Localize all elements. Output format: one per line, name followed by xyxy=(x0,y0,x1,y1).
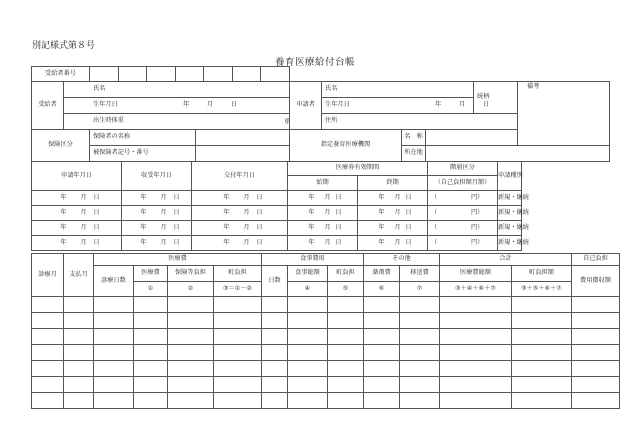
pay-month-cell[interactable] xyxy=(64,313,94,329)
med-cost-cell[interactable] xyxy=(134,361,168,377)
ledger-row xyxy=(32,329,620,345)
drug-cost-cell[interactable] xyxy=(364,361,400,377)
drug-cost-cell[interactable] xyxy=(364,345,400,361)
med-cost-cell[interactable] xyxy=(134,297,168,313)
relation-field[interactable]: 続柄 xyxy=(474,82,518,114)
new-renew-option[interactable]: 新規・継続 xyxy=(498,236,522,251)
tier-cell[interactable]: （ 円） xyxy=(428,191,498,206)
town-meal-cell[interactable] xyxy=(328,329,364,345)
tier-cell[interactable]: （ 円） xyxy=(428,206,498,221)
insurance-share-cell[interactable] xyxy=(168,345,214,361)
med-cost-cell[interactable] xyxy=(134,345,168,361)
pay-month-cell[interactable] xyxy=(64,393,94,409)
med-cost-cell[interactable] xyxy=(134,393,168,409)
ticket-row xyxy=(32,206,522,221)
meal-total-header: 食事総額 xyxy=(288,266,328,282)
town-burden-cell[interactable] xyxy=(512,329,572,345)
consult-month-cell[interactable] xyxy=(32,361,64,377)
cost-collected-cell[interactable] xyxy=(572,361,620,377)
med-cost-cell[interactable] xyxy=(134,329,168,345)
recipient-number-label: 受給者番号 xyxy=(32,67,90,82)
start-date-cell[interactable]: 年 月 日 xyxy=(288,206,358,221)
hospital-name-label: 名 称 xyxy=(402,130,426,146)
digit-box[interactable] xyxy=(90,67,119,81)
formula1-marker: ③＝①－② xyxy=(214,282,262,297)
town-burden-cell[interactable] xyxy=(512,377,572,393)
drug-cost-cell[interactable] xyxy=(364,297,400,313)
start-date-cell[interactable]: 年 月 日 xyxy=(288,221,358,236)
circle4-marker: ④ xyxy=(288,282,328,297)
ledger-row xyxy=(32,377,620,393)
hospital-location-label: 所在地 xyxy=(402,146,426,162)
tier-cell[interactable]: （ 円） xyxy=(428,221,498,236)
tier-cell[interactable]: （ 円） xyxy=(428,236,498,251)
new-renew-option[interactable]: 新規・継続 xyxy=(498,206,522,221)
meal-total-cell[interactable] xyxy=(288,377,328,393)
receive-date-cell[interactable]: 年 月 日 xyxy=(122,206,192,221)
apply-date-header: 申請年月日 xyxy=(32,162,122,191)
total-header: 合計 xyxy=(440,254,572,266)
start-date-cell[interactable]: 年 月 日 xyxy=(288,191,358,206)
consult-month-cell[interactable] xyxy=(32,393,64,409)
apply-date-cell[interactable]: 年 月 日 xyxy=(32,206,122,221)
meal-total-cell[interactable] xyxy=(288,297,328,313)
town-meal-cell[interactable] xyxy=(328,297,364,313)
ledger-row xyxy=(32,313,620,329)
pay-month-cell[interactable] xyxy=(64,297,94,313)
drug-cost-cell[interactable] xyxy=(364,377,400,393)
meal-total-cell[interactable] xyxy=(288,313,328,329)
issue-date-cell[interactable]: 年 月 日 xyxy=(192,191,288,206)
town-burden-cell[interactable] xyxy=(512,345,572,361)
ticket-row xyxy=(32,236,522,251)
receive-date-header: 収受年月日 xyxy=(122,162,192,191)
town-meal-share-header: 町負担 xyxy=(328,266,364,282)
insurance-share-cell[interactable] xyxy=(168,361,214,377)
receive-date-cell[interactable]: 年 月 日 xyxy=(122,221,192,236)
ticket-rows xyxy=(32,191,529,251)
validity-header: 医療券有効期間 xyxy=(288,162,428,176)
digit-box[interactable] xyxy=(176,67,205,81)
end-date-cell[interactable]: 年 月 日 xyxy=(358,221,428,236)
town-burden-cell[interactable] xyxy=(512,393,572,409)
tier-sub-header: （自己負担額月額） xyxy=(428,176,498,191)
other-header: その他 xyxy=(364,254,440,266)
consult-month-cell[interactable] xyxy=(32,313,64,329)
town-meal-cell[interactable] xyxy=(328,313,364,329)
meal-days-cell[interactable] xyxy=(262,329,288,345)
insurer-name-label: 保険者の名称 xyxy=(90,130,196,146)
insurance-share-cell[interactable] xyxy=(168,313,214,329)
insured-symbol-label: 被保険者記号・番号 xyxy=(90,146,196,162)
total-medical-cell[interactable] xyxy=(440,297,512,313)
end-date-cell[interactable]: 年 月 日 xyxy=(358,206,428,221)
digit-box[interactable] xyxy=(147,67,176,81)
circle2-marker: ② xyxy=(168,282,214,297)
ledger-row xyxy=(32,361,620,377)
insurance-share-cell[interactable] xyxy=(168,393,214,409)
meal-days-cell[interactable] xyxy=(262,393,288,409)
consult-month-cell[interactable] xyxy=(32,329,64,345)
cost-collected-cell[interactable] xyxy=(572,329,620,345)
apply-date-cell[interactable]: 年 月 日 xyxy=(32,221,122,236)
weight-unit: g xyxy=(284,117,289,125)
total-medical-cell[interactable] xyxy=(440,345,512,361)
medical-cost-header: 医療費 xyxy=(94,254,262,266)
town-meal-cell[interactable] xyxy=(328,377,364,393)
recipient-section-label: 受給者 xyxy=(32,82,64,130)
town-burden-header: 町負担額 xyxy=(512,266,572,282)
town-share-cell[interactable] xyxy=(214,297,262,313)
days-header: 診療日数 xyxy=(94,266,134,297)
insurance-share-cell[interactable] xyxy=(168,297,214,313)
applicant-birth-field[interactable]: 生年月日 年 月 日 xyxy=(322,98,474,114)
hospital-section-label: 指定養育医療機関 xyxy=(290,130,402,162)
hospital-name-field[interactable] xyxy=(426,130,518,146)
page-title: 養育医療給付台帳 xyxy=(274,57,355,68)
end-date-cell[interactable]: 年 月 日 xyxy=(358,236,428,251)
consult-month-cell[interactable] xyxy=(32,345,64,361)
address-field[interactable]: 住所 xyxy=(322,114,518,130)
total-medical-header: 医療費総額 xyxy=(440,266,512,282)
town-burden-cell[interactable] xyxy=(512,361,572,377)
tier-header: 階層区分 xyxy=(428,162,498,176)
total-medical-cell[interactable] xyxy=(440,393,512,409)
town-share-cell[interactable] xyxy=(214,361,262,377)
circle5-marker: ⑤ xyxy=(328,282,364,297)
start-header: 始期 xyxy=(288,176,358,191)
town-share-cell[interactable] xyxy=(214,393,262,409)
town-share-cell[interactable] xyxy=(214,377,262,393)
cost-collected-cell[interactable] xyxy=(572,393,620,409)
consult-month-cell[interactable] xyxy=(32,377,64,393)
drug-cost-cell[interactable] xyxy=(364,393,400,409)
town-meal-cell[interactable] xyxy=(328,393,364,409)
days-cell[interactable] xyxy=(94,377,134,393)
end-header: 終期 xyxy=(358,176,428,191)
town-share-cell[interactable] xyxy=(214,329,262,345)
cost-collected-cell[interactable] xyxy=(572,377,620,393)
applicant-name-field[interactable]: 氏名 xyxy=(322,82,474,98)
digit-box[interactable] xyxy=(233,67,262,81)
ticket-row xyxy=(32,191,522,206)
ticket-table xyxy=(31,161,529,251)
pay-month-cell[interactable] xyxy=(64,361,94,377)
apply-date-cell[interactable]: 年 月 日 xyxy=(32,236,122,251)
issue-date-header: 交付年月日 xyxy=(192,162,288,191)
transport-cost-header: 移送費 xyxy=(400,266,440,282)
drug-cost-header: 薬剤費 xyxy=(364,266,400,282)
meal-total-cell[interactable] xyxy=(288,361,328,377)
meal-days-cell[interactable] xyxy=(262,313,288,329)
applicant-section-label: 申請者 xyxy=(290,82,322,130)
town-burden-cell[interactable] xyxy=(512,313,572,329)
meal-total-cell[interactable] xyxy=(288,345,328,361)
drug-cost-cell[interactable] xyxy=(364,313,400,329)
town-meal-cell[interactable] xyxy=(328,345,364,361)
receive-date-cell[interactable]: 年 月 日 xyxy=(122,191,192,206)
insurance-share-header: 保険等負担 xyxy=(168,266,214,282)
digit-box[interactable] xyxy=(261,67,289,81)
total-medical-cell[interactable] xyxy=(440,313,512,329)
circle6-marker: ⑥ xyxy=(364,282,400,297)
town-burden-cell[interactable] xyxy=(512,297,572,313)
transport-cost-cell[interactable] xyxy=(400,297,440,313)
pay-month-cell[interactable] xyxy=(64,329,94,345)
days-cell[interactable] xyxy=(94,329,134,345)
insurer-name-field[interactable] xyxy=(196,130,290,146)
issue-date-cell[interactable]: 年 月 日 xyxy=(192,236,288,251)
recipient-name-field[interactable]: 氏名 xyxy=(64,82,290,98)
new-renew-option[interactable]: 新規・継続 xyxy=(498,191,522,206)
ledger-rows xyxy=(32,297,620,409)
transport-cost-cell[interactable] xyxy=(400,313,440,329)
med-cost-header: 医療費 xyxy=(134,266,168,282)
cost-collected-cell[interactable] xyxy=(572,297,620,313)
insurance-share-cell[interactable] xyxy=(168,329,214,345)
recipient-table xyxy=(31,66,610,162)
insurance-share-cell[interactable] xyxy=(168,377,214,393)
meal-cost-header: 食事費用 xyxy=(262,254,364,266)
ledger-row xyxy=(32,345,620,361)
ledger-table xyxy=(31,253,620,409)
cost-collected-header: 費用徴収額 xyxy=(572,266,620,297)
pay-month-cell[interactable] xyxy=(64,377,94,393)
formula-total-marker: ③＋④＋⑥＋⑦ xyxy=(440,282,512,297)
total-medical-cell[interactable] xyxy=(440,377,512,393)
med-cost-cell[interactable] xyxy=(134,377,168,393)
transport-cost-cell[interactable] xyxy=(400,361,440,377)
town-meal-cell[interactable] xyxy=(328,361,364,377)
days-cell[interactable] xyxy=(94,313,134,329)
digit-box[interactable] xyxy=(119,67,148,81)
circle7-marker: ⑦ xyxy=(400,282,440,297)
transport-cost-cell[interactable] xyxy=(400,393,440,409)
pay-month-cell[interactable] xyxy=(64,345,94,361)
new-renew-option[interactable]: 新規・継続 xyxy=(498,221,522,236)
town-share-cell[interactable] xyxy=(214,313,262,329)
circle1-marker: ① xyxy=(134,282,168,297)
drug-cost-cell[interactable] xyxy=(364,329,400,345)
digit-box[interactable] xyxy=(204,67,233,81)
meal-days-cell[interactable] xyxy=(262,297,288,313)
ledger-row xyxy=(32,393,620,409)
issue-date-cell[interactable]: 年 月 日 xyxy=(192,206,288,221)
ticket-row xyxy=(32,221,522,236)
self-burden-header: 自己負担 xyxy=(572,254,620,266)
end-date-cell[interactable]: 年 月 日 xyxy=(358,191,428,206)
recipient-number-boxes[interactable] xyxy=(90,67,290,82)
recipient-birth-field[interactable]: 生年月日 年 月 日 xyxy=(64,98,290,114)
meal-days-header: 日数 xyxy=(262,266,288,297)
transport-cost-cell[interactable] xyxy=(400,345,440,361)
total-medical-cell[interactable] xyxy=(440,329,512,345)
cost-collected-cell[interactable] xyxy=(572,345,620,361)
hospital-location-field[interactable] xyxy=(426,146,610,162)
consult-month-header: 診療月 xyxy=(32,254,64,297)
meal-total-cell[interactable] xyxy=(288,329,328,345)
transport-cost-cell[interactable] xyxy=(400,377,440,393)
days-cell[interactable] xyxy=(94,361,134,377)
receive-date-cell[interactable]: 年 月 日 xyxy=(122,236,192,251)
form-number: 別記様式第８号 xyxy=(32,41,96,51)
pay-month-header: 支払月 xyxy=(64,254,94,297)
issue-date-cell[interactable]: 年 月 日 xyxy=(192,221,288,236)
start-date-cell[interactable]: 年 月 日 xyxy=(288,236,358,251)
insurance-section-label: 保険区分 xyxy=(32,130,90,162)
town-share-header: 町負担 xyxy=(214,266,262,282)
cost-collected-cell[interactable] xyxy=(572,313,620,329)
apply-type-header: 申請種別 xyxy=(498,162,522,191)
meal-days-cell[interactable] xyxy=(262,345,288,361)
birth-weight-field[interactable]: 出生時体重 g xyxy=(64,114,290,130)
remarks-field[interactable]: 備考 xyxy=(518,82,610,146)
days-cell[interactable] xyxy=(94,345,134,361)
formula-town-marker: ③＋⑤＋⑥＋⑦ xyxy=(512,282,572,297)
days-cell[interactable] xyxy=(94,393,134,409)
days-cell[interactable] xyxy=(94,297,134,313)
total-medical-cell[interactable] xyxy=(440,361,512,377)
apply-date-cell[interactable]: 年 月 日 xyxy=(32,191,122,206)
town-share-cell[interactable] xyxy=(214,345,262,361)
consult-month-cell[interactable] xyxy=(32,297,64,313)
ledger-row xyxy=(32,297,620,313)
transport-cost-cell[interactable] xyxy=(400,329,440,345)
meal-days-cell[interactable] xyxy=(262,361,288,377)
meal-days-cell[interactable] xyxy=(262,377,288,393)
insured-symbol-field[interactable] xyxy=(196,146,290,162)
med-cost-cell[interactable] xyxy=(134,313,168,329)
meal-total-cell[interactable] xyxy=(288,393,328,409)
